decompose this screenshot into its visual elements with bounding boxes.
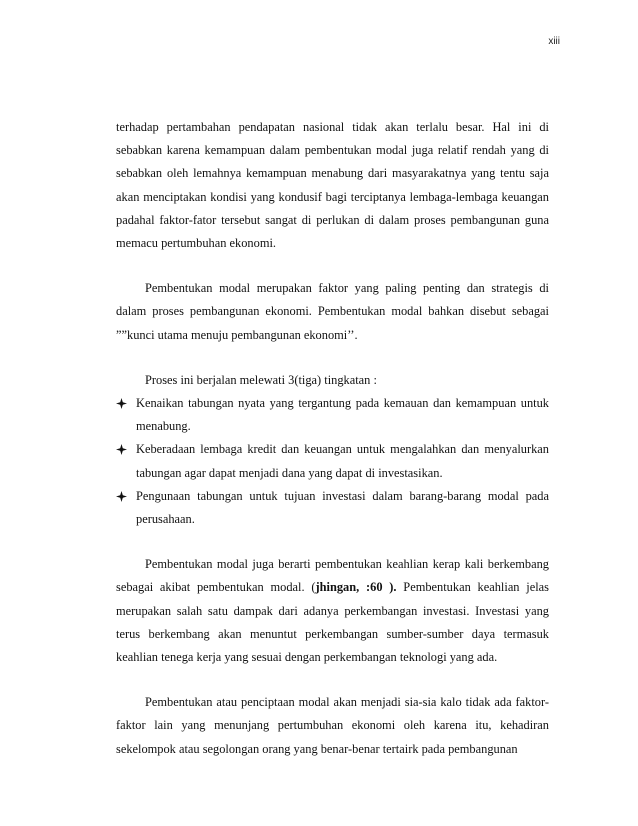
list-item-text: Kenaikan tabungan nyata yang tergantung pada kemauan dan kemampuan untuk menabung. [136, 396, 549, 434]
diamond-bullet-icon [116, 398, 127, 409]
page-number: xiii [548, 36, 560, 47]
paragraph-skills-formation [116, 553, 549, 669]
paragraph-text: Pembentukan modal juga berarti pembentukan keahlian kerap kali berkembang sebagai akibat pembentukan modal. ( [116, 557, 549, 595]
list-item [116, 392, 549, 438]
list-item [116, 485, 549, 531]
diamond-bullet-icon [116, 444, 127, 455]
diamond-bullet-icon [116, 491, 127, 502]
document-body [116, 116, 549, 761]
paragraph-capital-formation: Pembentukan modal merupakan faktor yang paling penting dan strategis di dalam proses pembangunan ekonomi. Pembentukan modal bahkan disebut sebagai ””kunci utama menuju pembangunan ekonomi’’. [116, 281, 549, 342]
list-item-text: Pengunaan tabungan untuk tujuan investasi dalam barang-barang modal pada perusahaan. [136, 488, 549, 527]
paragraph-text: Pembentukan keahlian jelas merupakan salah satu dampak dari adanya perkembangan investasi. Investasi yang terus berkembang akan menuntut perkembangan sumber-sumber daya termasuk keahlian tenega kerja yang sesuai dengan perkembangan teknologi yang ada. [116, 580, 549, 665]
paragraph-stages-intro: Proses ini berjalan melewati 3(tiga) tingkatan : [145, 372, 377, 387]
stages-list [116, 392, 549, 531]
list-item [116, 438, 549, 484]
citation: jhingan, :60 ). [315, 580, 397, 595]
paragraph-continuation: terhadap pertambahan pendapatan nasional tidak akan terlalu besar. Hal ini di sebabkan karena kemampuan dalam pembentukan modal juga relatif rendah yang di sebabkan oleh lemahnya kemampuan menabung dari masyarakatnya yang tentu saja akan menciptakan kondisi yang kondusif bagi terciptanya lembaga-lembaga keuangan padahal faktor-fator tersebut sangat di perlukan di dalam proses pembangunan guna memacu pertumbuhan ekonomi. [116, 120, 549, 251]
paragraph-supporting-factors: Pembentukan atau penciptaan modal akan menjadi sia-sia kalo tidak ada faktor-faktor lain yang menunjang pertumbuhan ekonomi oleh karena itu, kehadiran sekelompok atau segolongan orang yang benar-benar tertairk pada pembangunan [116, 695, 549, 756]
list-item-text: Keberadaan lembaga kredit dan keuangan untuk mengalahkan dan menyalurkan tabungan agar dapat menjadi dana yang dapat di investasikan. [136, 442, 549, 480]
